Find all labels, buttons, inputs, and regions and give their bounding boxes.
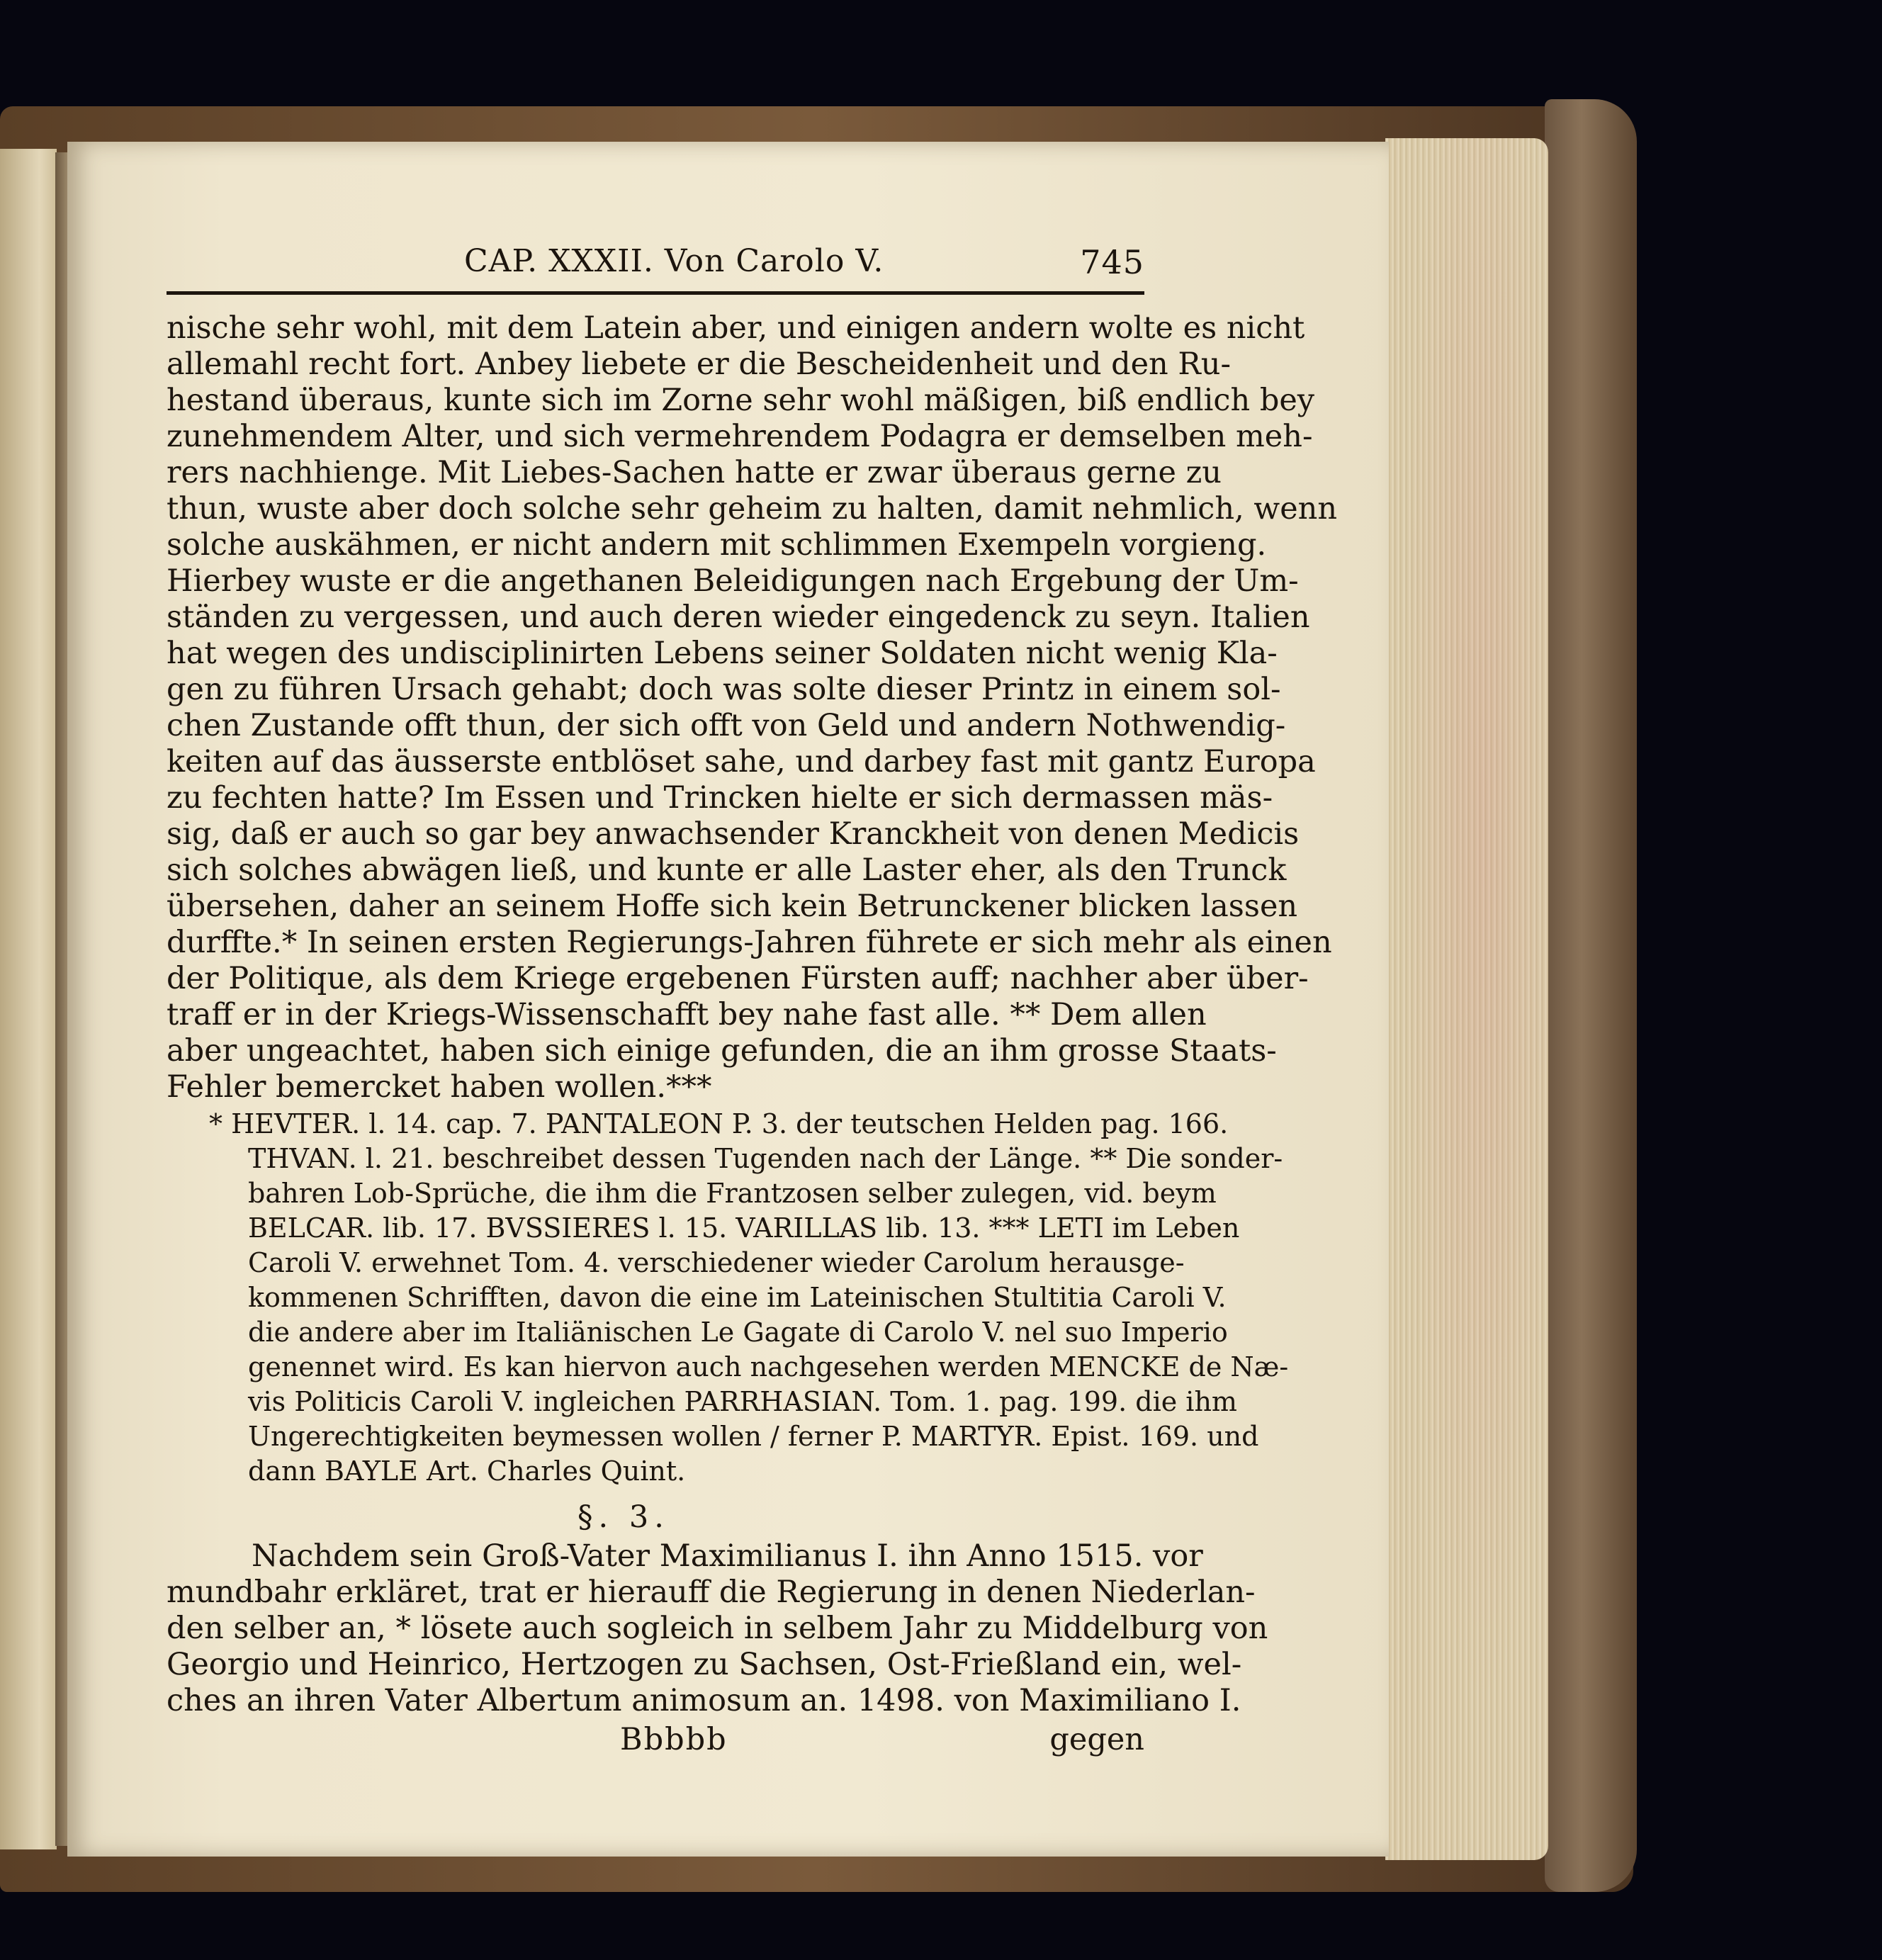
footnote-line: genennet wird. Es kan hiervon auch nachgesehen werden MENCKE de Næ- [248, 1351, 1289, 1382]
main-paragraph [167, 310, 1338, 1105]
catchword: gegen [1049, 1722, 1144, 1757]
text-line: thun, wuste aber doch solche sehr geheim zu halten, damit nehmlich, wenn [167, 491, 1338, 526]
text-line: nische sehr wohl, mit dem Latein aber, und einigen andern wolte es nicht [167, 310, 1305, 346]
text-line: solche auskähmen, er nicht andern mit schlimmen Exempeln vorgieng. [167, 527, 1267, 563]
footnote-line: vis Politicis Caroli V. ingleichen PARRHASIAN. Tom. 1. pag. 199. die ihm [248, 1386, 1237, 1417]
text-line: Fehler bemercket haben wollen.*** [167, 1069, 712, 1105]
running-head [167, 237, 1144, 287]
text-line: ständen zu vergessen, und auch deren wieder eingedenck zu seyn. Italien [167, 599, 1310, 635]
page-block-edge [1385, 138, 1548, 1860]
text-line: übersehen, daher an seinem Hoffe sich kein Betrunckener blicken lassen [167, 889, 1298, 924]
text-line: aber ungeachtet, haben sich einige gefunden, die an ihm grosse Staats- [167, 1033, 1277, 1069]
footnote-line: die andere aber im Italiänischen Le Gagate di Carolo V. nel suo Imperio [248, 1317, 1228, 1348]
footnote-line: kommenen Schrifften, davon die eine im Lateinischen Stultitia Caroli V. [248, 1282, 1227, 1313]
text-line: der Politique, als dem Kriege ergebenen Fürsten auff; nachher aber über- [167, 961, 1309, 996]
footnote-line: Ungerechtigkeiten beymessen wollen / ferner P. MARTYR. Epist. 169. und [248, 1421, 1259, 1452]
footnote-line: BELCAR. lib. 17. BVSSIERES l. 15. VARILLAS lib. 13. *** LETI im Leben [248, 1212, 1240, 1244]
footnote-line: * HEVTER. l. 14. cap. 7. PANTALEON P. 3. der teutschen Helden pag. 166. [209, 1108, 1229, 1139]
text-line: Hierbey wuste er die angethanen Beleidigungen nach Ergebung der Um- [167, 563, 1299, 599]
text-line: sig, daß er auch so gar bey anwachsender Kranckheit von denen Medicis [167, 816, 1300, 852]
previous-page-sliver [0, 149, 57, 1849]
page-footer [167, 1722, 1144, 1764]
text-line: zunehmendem Alter, und sich vermehrendem Podagra er demselben meh- [167, 419, 1313, 454]
text-line: den selber an, * lösete auch sogleich in selbem Jahr zu Middelburg von [167, 1611, 1268, 1646]
second-paragraph [167, 1538, 1268, 1719]
signature-mark: Bbbbb [620, 1722, 728, 1757]
footnote-line: bahren Lob-Sprüche, die ihm die Frantzosen selber zulegen, vid. beym [248, 1178, 1217, 1209]
page-number: 745 [1080, 243, 1144, 281]
section-heading: §. 3. [577, 1499, 670, 1535]
text-line: traff er in der Kriegs-Wissenschafft bey nahe fast alle. ** Dem allen [167, 997, 1207, 1032]
text-line: ches an ihren Vater Albertum animosum an. 1498. von Maximiliano I. [167, 1683, 1241, 1718]
text-line: Georgio und Heinrico, Hertzogen zu Sachsen, Ost-Frießland ein, wel- [167, 1647, 1242, 1682]
text-line: hat wegen des undisciplinirten Lebens seiner Soldaten nicht wenig Kla- [167, 636, 1278, 671]
text-line: Nachdem sein Groß-Vater Maximilianus I. ihn Anno 1515. vor [252, 1538, 1203, 1574]
chapter-title: CAP. XXXII. Von Carolo V. [464, 243, 884, 279]
header-rule [167, 291, 1144, 295]
footnote-line: Caroli V. erwehnet Tom. 4. verschiedener wieder Carolum herausge- [248, 1247, 1185, 1278]
text-line: keiten auf das äusserste entblöset sahe, und darbey fast mit gantz Europa [167, 744, 1316, 779]
text-line: hestand überaus, kunte sich im Zorne sehr wohl mäßigen, biß endlich bey [167, 383, 1315, 418]
text-line: allemahl recht fort. Anbey liebete er die Bescheidenheit und den Ru- [167, 347, 1231, 382]
footnote-line: THVAN. l. 21. beschreibet dessen Tugenden nach der Länge. ** Die sonder- [248, 1143, 1283, 1174]
page-text-block [167, 237, 1338, 1764]
text-line: mundbahr erkläret, trat er hierauff die Regierung in denen Niederlan- [167, 1575, 1256, 1610]
text-line: zu fechten hatte? Im Essen und Trincken hielte er sich dermassen mäs- [167, 780, 1273, 816]
footnote-line: dann BAYLE Art. Charles Quint. [248, 1455, 686, 1487]
text-line: durffte.* In seinen ersten Regierungs-Jahren führete er sich mehr als einen [167, 925, 1332, 960]
book-cover-edge [1545, 99, 1637, 1892]
footnotes [167, 1107, 1289, 1489]
text-line: sich solches abwägen ließ, und kunte er alle Laster eher, als den Trunck [167, 852, 1287, 888]
text-line: rers nachhienge. Mit Liebes-Sachen hatte er zwar überaus gerne zu [167, 455, 1222, 490]
text-line: chen Zustande offt thun, der sich offt von Geld und andern Nothwendig- [167, 708, 1286, 743]
text-line: gen zu führen Ursach gehabt; doch was solte dieser Printz in einem sol- [167, 672, 1281, 707]
